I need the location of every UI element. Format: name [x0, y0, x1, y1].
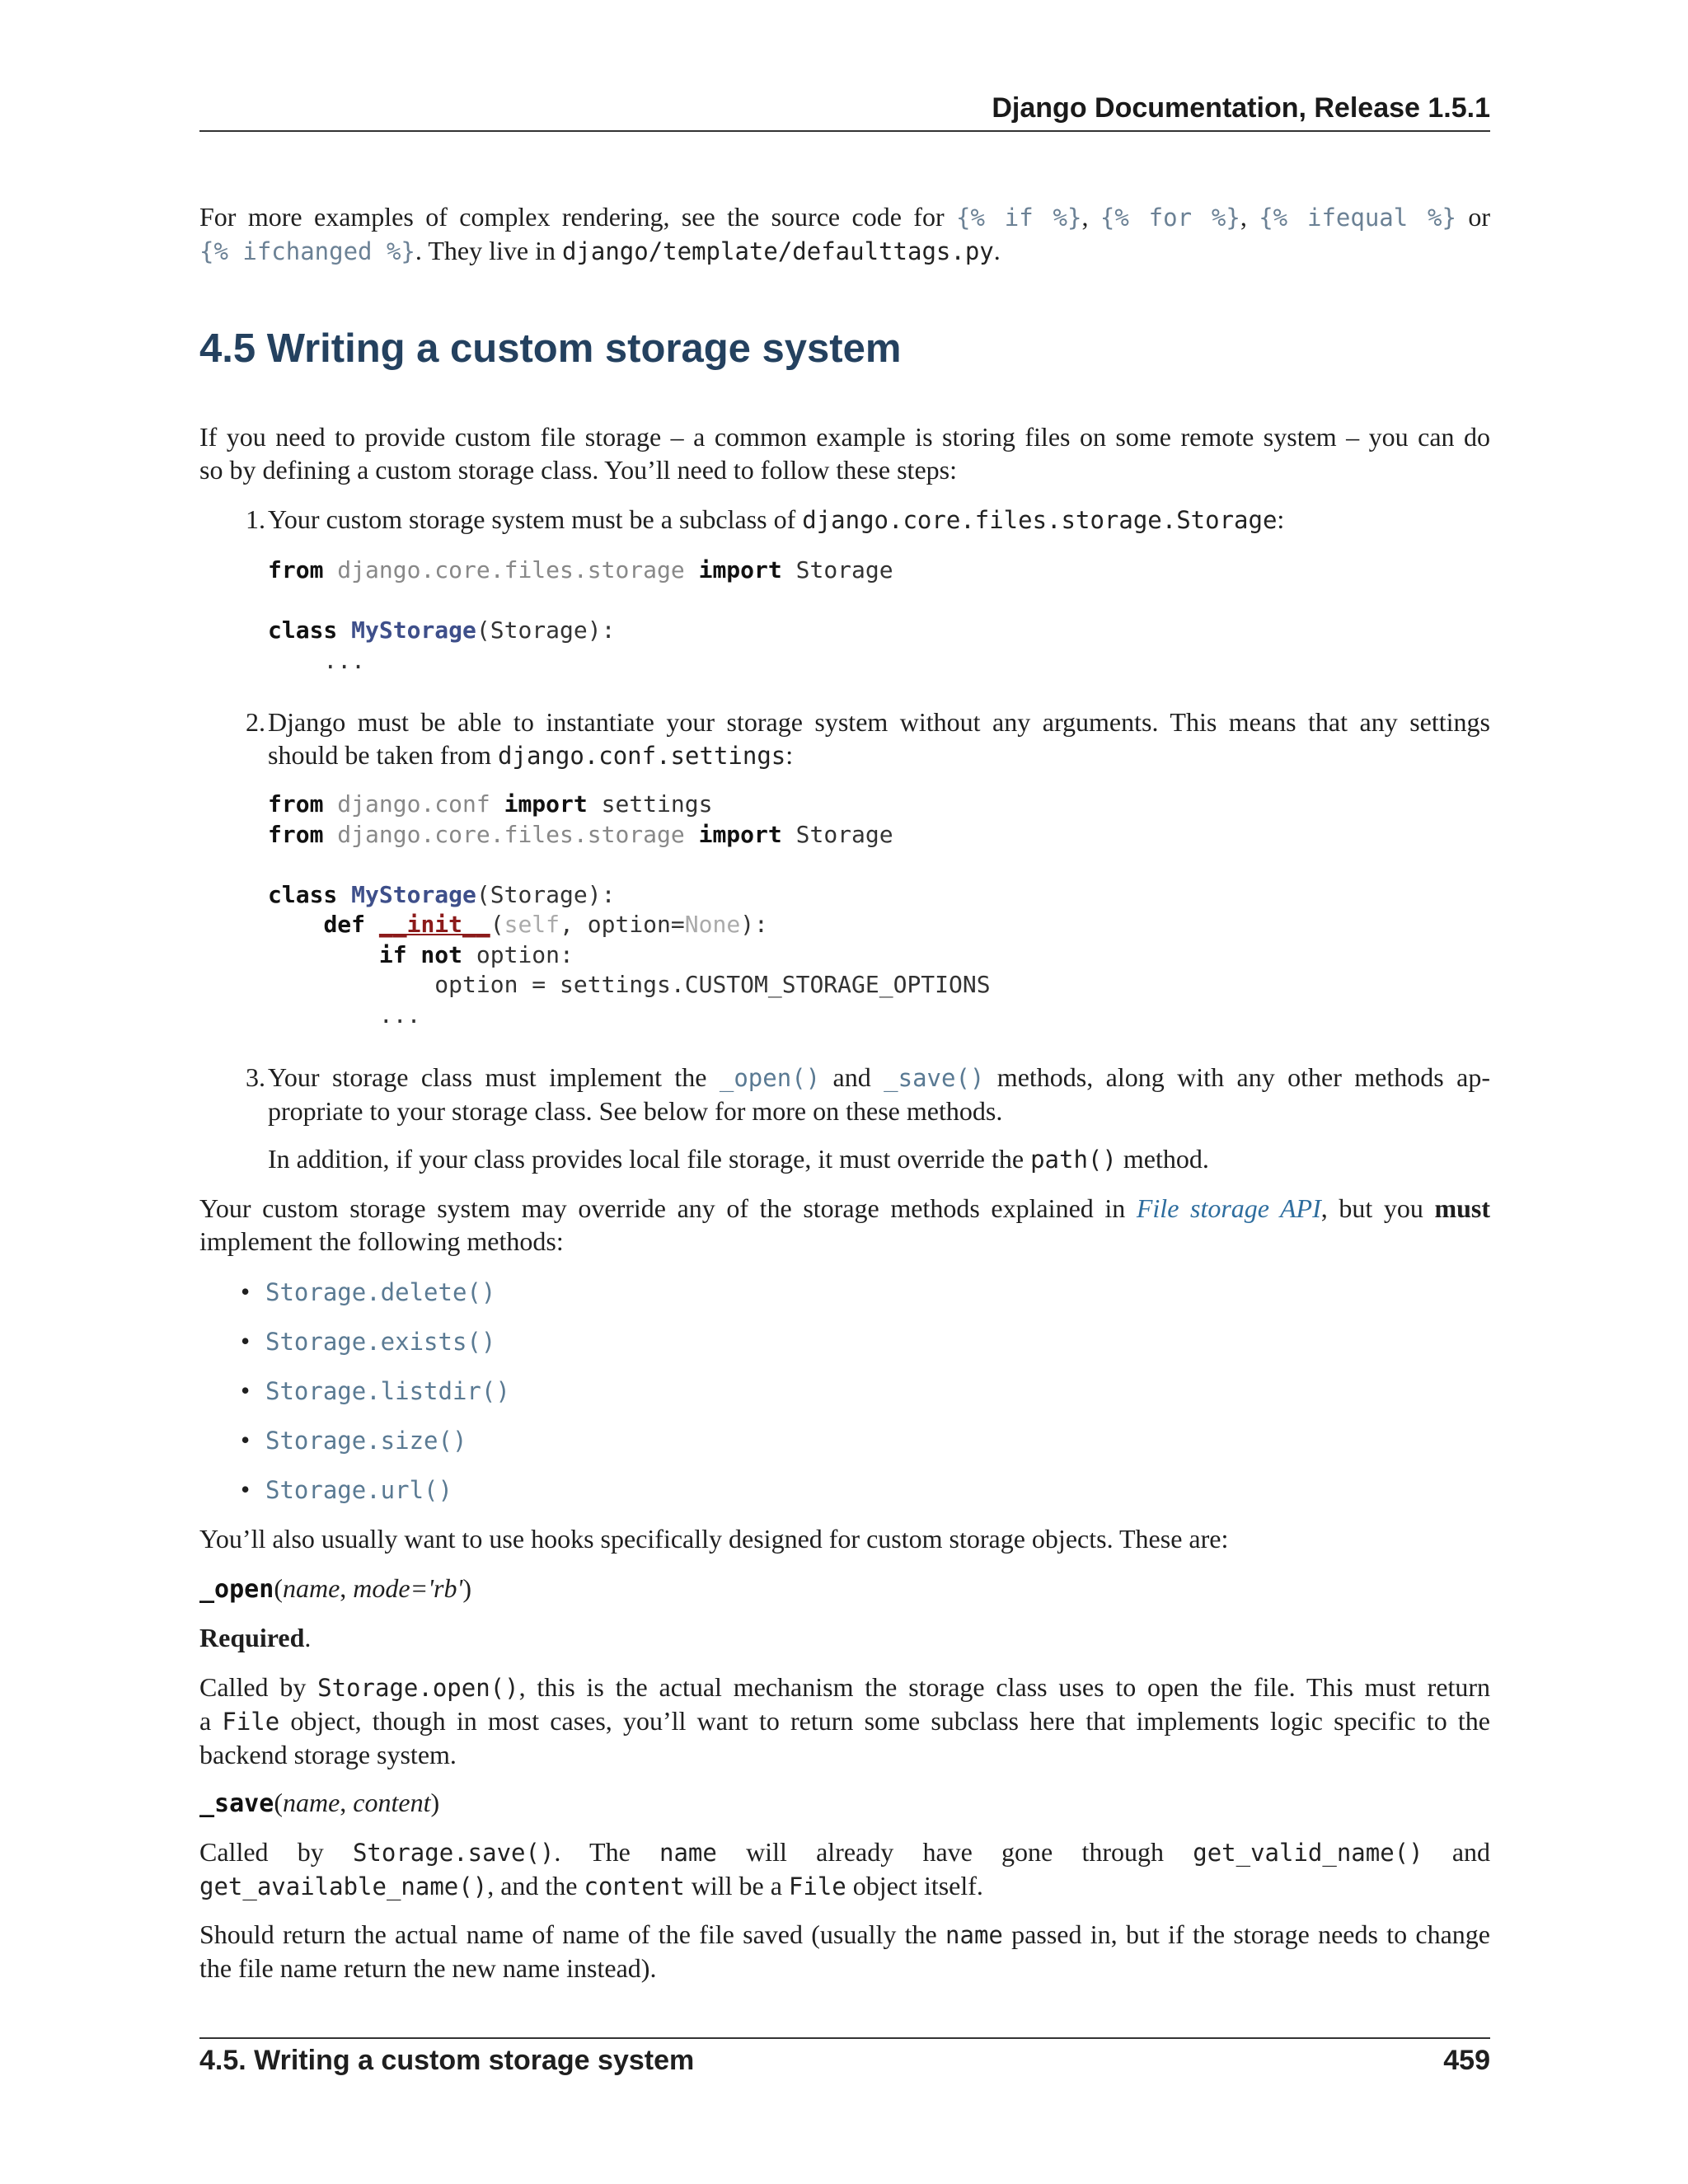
settings-path: django.conf.settings — [498, 742, 786, 770]
list-item: • Storage.delete() — [241, 1277, 496, 1306]
ttag-if-link[interactable]: {% if %} — [956, 204, 1082, 232]
section-title: 4.5 Writing a custom storage system — [199, 326, 902, 371]
open-function-name: _open — [199, 1575, 274, 1604]
required-methods-paragraph: Your custom storage system may override any of the storage methods explained in File storage API, but you must implement the following methods: — [199, 1193, 1491, 1256]
document-page — [199, 0, 1490, 2184]
footer-section: 4.5. Writing a custom storage system — [199, 2045, 695, 2076]
code-block-2: from django.conf import settings from django.core.files.storage import Storage class MyStorage(Storage): def __init__(self, option=None): if not option: option = settings.CUSTOM_STORAGE_OPTIONS ... — [268, 790, 991, 1029]
save-function-name: _save — [199, 1789, 274, 1818]
intro-line-2: {% ifchanged %}. They live in django/template/defaulttags.py. — [199, 236, 1001, 265]
running-header: Django Documentation, Release 1.5.1 — [992, 92, 1490, 124]
save-description: Called by Storage.save(). The name will already have gone through get_valid_name() and get_available_name(), and the content will be a File object itself. — [199, 1837, 1491, 1900]
ttag-ifequal-link[interactable]: {% ifequal %} — [1259, 204, 1456, 232]
storage-class-path: django.core.files.storage.Storage — [802, 506, 1278, 534]
open-signature: _open(name, mode='rb') — [199, 1573, 471, 1604]
storage-url-link[interactable]: Storage.url() — [265, 1476, 452, 1504]
list-item: • Storage.size() — [241, 1425, 467, 1455]
intro-paragraph — [199, 200, 1490, 268]
open-method-link[interactable]: _open() — [719, 1064, 821, 1092]
step-3-text: Your storage class must implement the _open() and _save() methods, along with any other methods ap- propriate to your storage class. See below for more on these methods. — [268, 1062, 1490, 1126]
list-item: • Storage.listdir() — [241, 1376, 510, 1405]
step-3-addition: In addition, if your class provides local file storage, it must override the path() method. — [268, 1144, 1209, 1174]
required-label: Required. — [199, 1623, 312, 1652]
storage-exists-link[interactable]: Storage.exists() — [265, 1328, 496, 1356]
file-storage-api-link[interactable]: File storage API — [1136, 1193, 1321, 1223]
open-description: Called by Storage.open(), this is the actual mechanism the storage class uses to open the file. This must return a File object, though in most cases, you’ll want to return some subclass here that implements logic specific to the backend storage system. — [199, 1672, 1491, 1769]
defaulttags-path: django/template/defaulttags.py — [561, 237, 994, 265]
list-item: • Storage.url() — [241, 1474, 452, 1504]
list-item: • Storage.exists() — [241, 1326, 496, 1356]
header-rule — [199, 130, 1490, 132]
step-1-number: 1. — [246, 504, 265, 534]
path-method: path() — [1030, 1146, 1117, 1174]
page-number: 459 — [1443, 2045, 1490, 2076]
intro-line-1: For more examples of complex rendering, see the source code for {% if %}, {% for %}, {% ifequal %} or — [199, 202, 1491, 232]
step-2-number: 2. — [246, 707, 265, 737]
step-3-number: 3. — [246, 1062, 265, 1092]
storage-size-link[interactable]: Storage.size() — [265, 1427, 467, 1455]
ttag-for-link[interactable]: {% for %} — [1100, 204, 1240, 232]
step-1-text: Your custom storage system must be a subclass of django.core.files.storage.Storage: — [268, 504, 1285, 534]
step-2-text: Django must be able to instantiate your storage system without any arguments. This means that any settings should be taken from django.conf.settings: — [268, 707, 1490, 770]
hooks-intro: You’ll also usually want to use hooks specifically designed for custom storage objects. These are: — [199, 1524, 1229, 1554]
return-description: Should return the actual name of name of the file saved (usually the name passed in, but if the storage needs to change the file name return the new name instead). — [199, 1919, 1491, 1983]
code-block-1: from django.core.files.storage import Storage class MyStorage(Storage): ... — [268, 556, 893, 674]
storage-listdir-link[interactable]: Storage.listdir() — [265, 1377, 510, 1405]
footer-rule — [199, 2037, 1490, 2039]
save-signature: _save(name, content) — [199, 1788, 440, 1818]
save-method-link[interactable]: _save() — [884, 1064, 985, 1092]
storage-delete-link[interactable]: Storage.delete() — [265, 1278, 496, 1306]
storage-intro-paragraph: If you need to provide custom file storage – a common example is storing files on some remote system – you can do so by defining a custom storage class. You’ll need to follow these steps: — [199, 422, 1490, 485]
ttag-ifchanged-link[interactable]: {% ifchanged %} — [199, 237, 415, 265]
